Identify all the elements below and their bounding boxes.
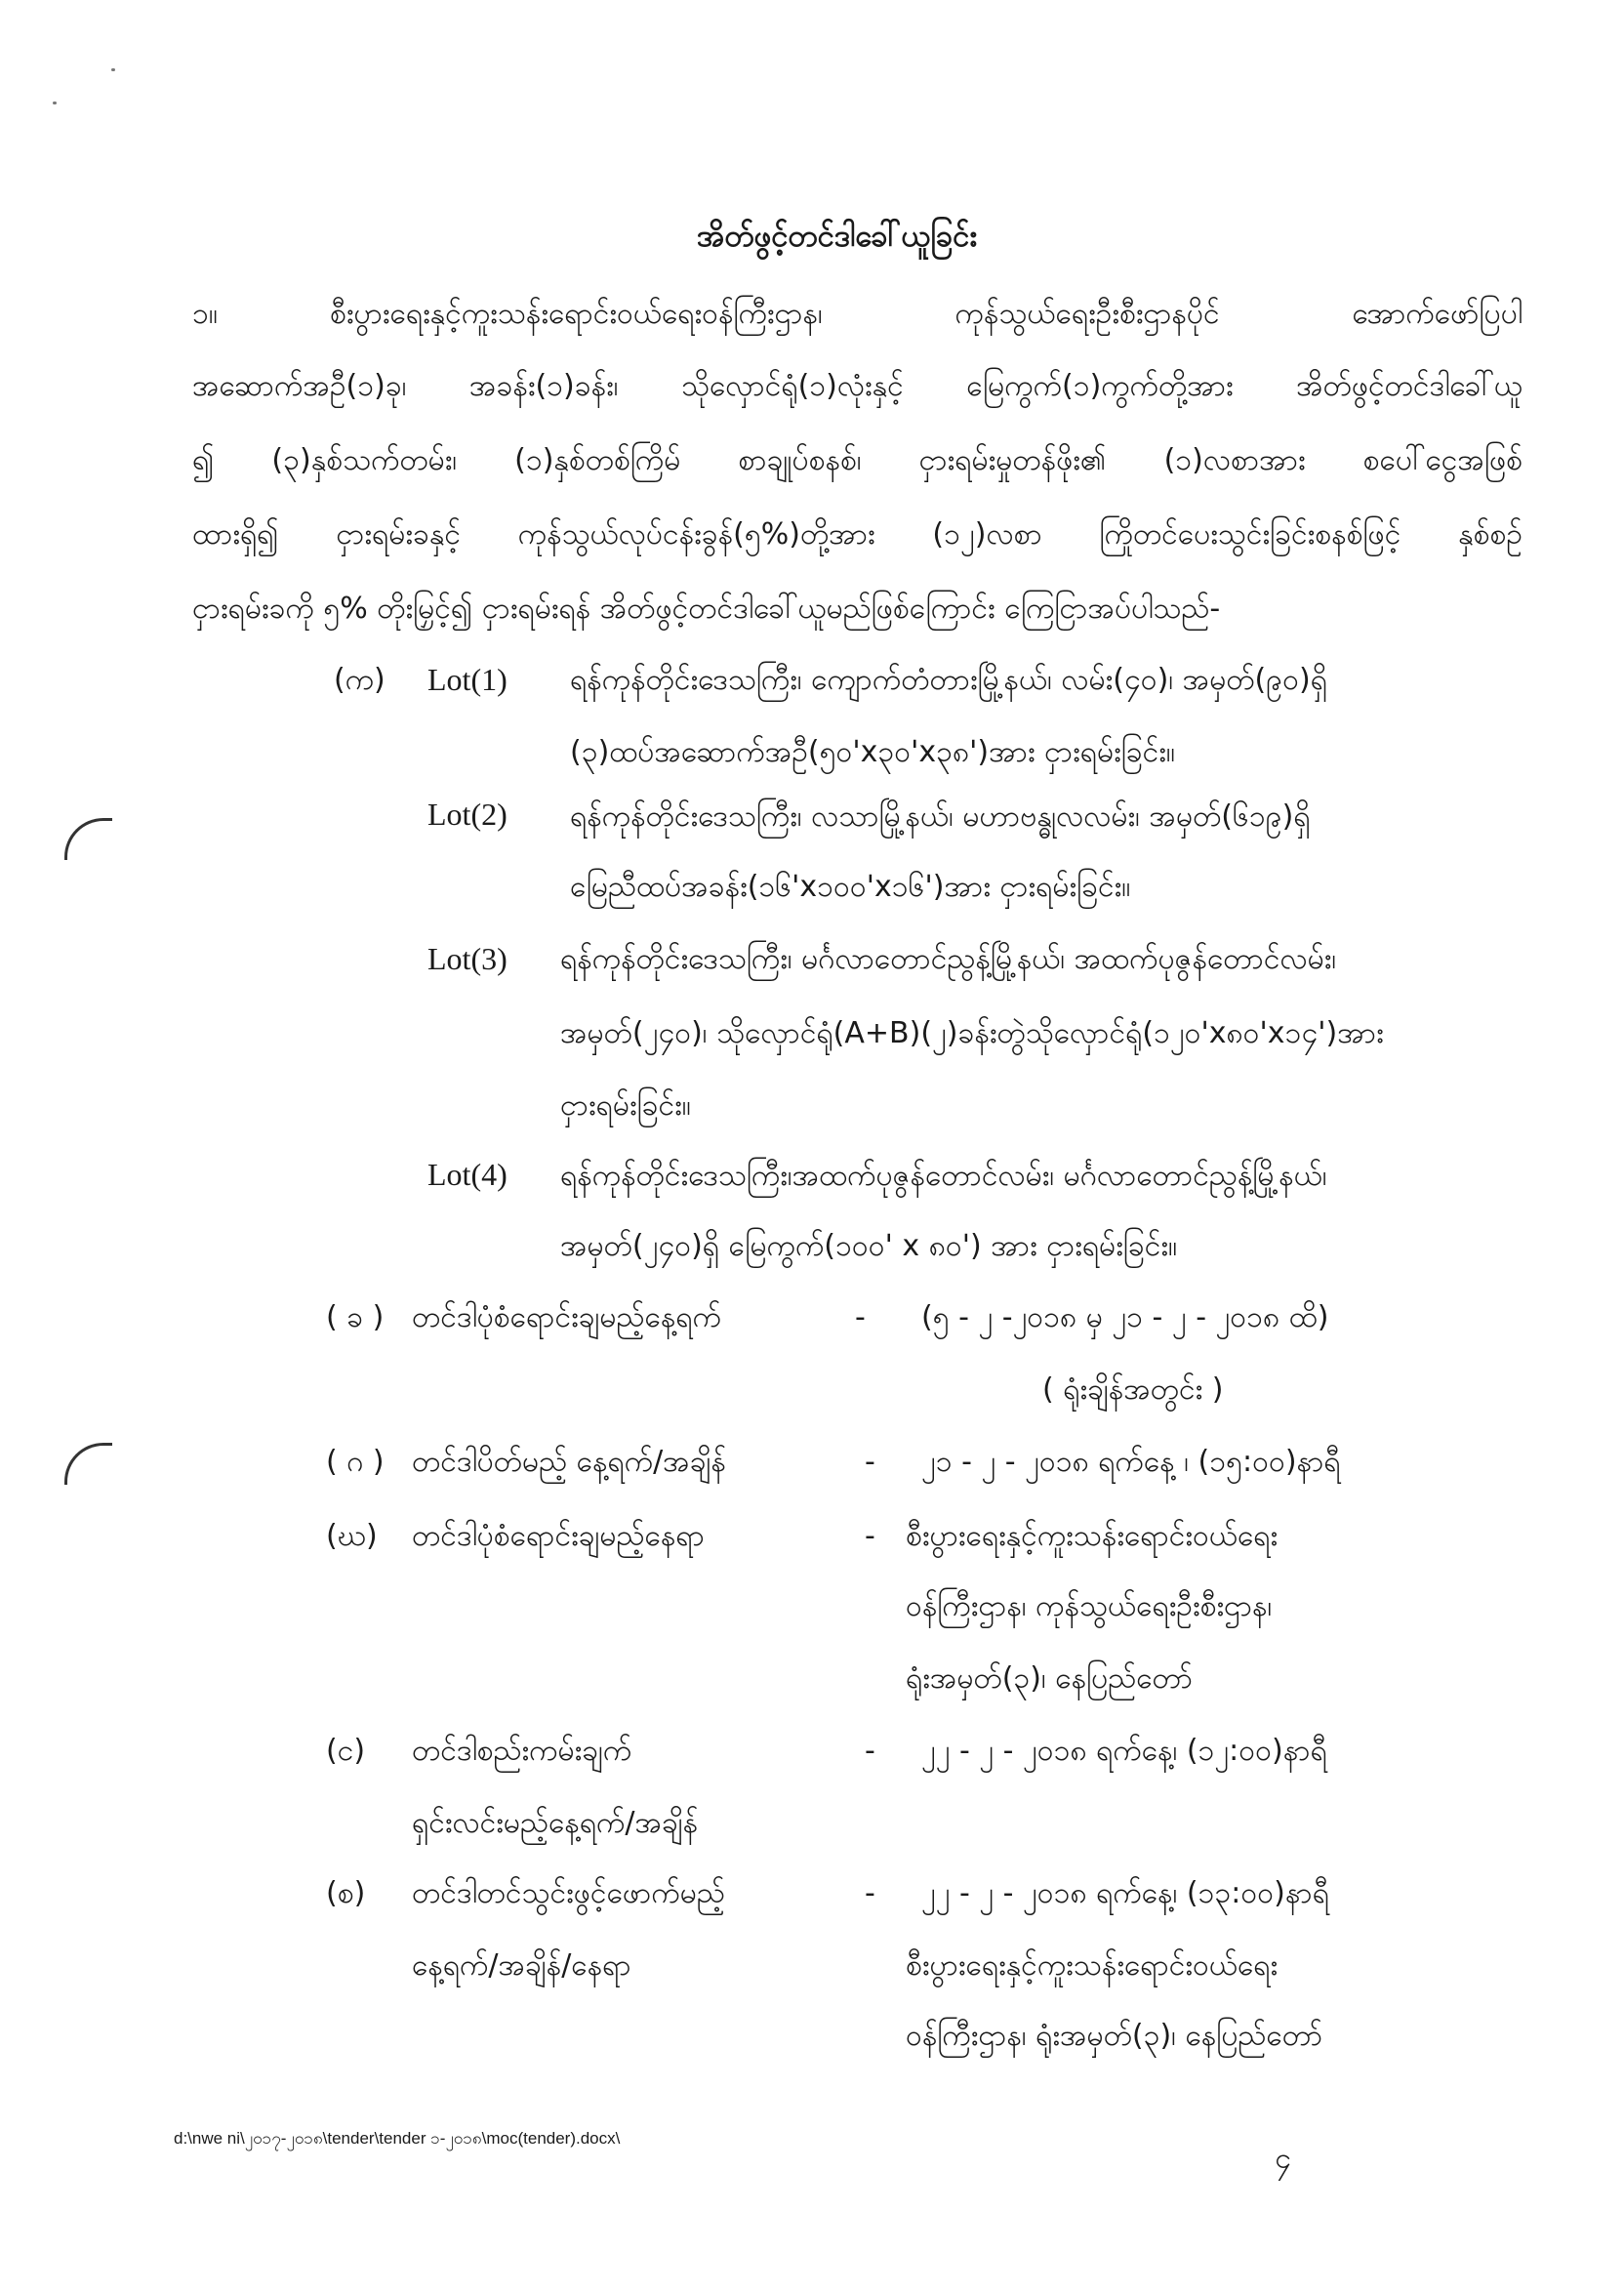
schedule-dash: - xyxy=(865,1519,875,1553)
lot-description-line: အမှတ်(၂၄၀)၊ သိုလှောင်ရုံ(A+B)(၂)ခန်းတွဲသိုလှောင်ရုံ(၁၂၀'x၈၀'x၁၄')အား xyxy=(560,1016,1384,1050)
schedule-value: ၂၂ - ၂ - ၂၀၁၈ ရက်နေ့၊ (၁၃:၀၀)နာရီ xyxy=(921,1876,1329,1910)
footer-file-path: d:\nwe ni\၂၀၁၇-၂၀၁၈\tender\tender ၁-၂၀၁၈\moc(tender).docx\ xyxy=(174,2129,621,2148)
schedule-description: တင်ဒါပုံစံရောင်းချမည့်နေရာ xyxy=(412,1519,705,1553)
lot-label: Lot(1) xyxy=(427,662,508,697)
intro-line: ထားရှိ၍ ငှားရမ်းခနှင့် ကုန်သွယ်လုပ်ငန်းခွန်(၅%)တို့အား (၁၂)လစာ ကြိုတင်ပေးသွင်းခြင်းစနစ်ဖြင့် နှစ်စဉ် xyxy=(192,517,1522,552)
schedule-value: စီးပွားရေးနှင့်ကူးသန်းရောင်းဝယ်ရေး xyxy=(906,1948,1279,1983)
lot-description-line: ငှားရမ်းခြင်း။ xyxy=(560,1088,691,1123)
document-title: အိတ်ဖွင့်တင်ဒါခေါ်ယူခြင်း xyxy=(697,219,978,254)
intro-line: ငှားရမ်းခကို ၅% တိုးမြှင့်၍ ငှားရမ်းရန် အိတ်ဖွင့်တင်ဒါခေါ်ယူမည်ဖြစ်ကြောင်း ကြေငြာအပ်ပါသည်- xyxy=(192,592,1221,626)
schedule-description: တင်ဒါပုံစံရောင်းချမည့်နေ့ရက် xyxy=(412,1300,721,1334)
schedule-dash: - xyxy=(865,1734,875,1768)
item-label-ka: (က) xyxy=(334,663,386,697)
schedule-value: ( ရုံးချိန်အတွင်း ) xyxy=(1042,1372,1224,1407)
schedule-value: ဝန်ကြီးဌာန၊ ကုန်သွယ်ရေးဦးစီးဌာန၊ xyxy=(906,1589,1273,1623)
lot-description-line: ရန်ကုန်တိုင်းဒေသကြီး၊ ကျောက်တံတားမြို့နယ်၊ လမ်း(၄၀)၊ အမှတ်(၉၀)ရှိ xyxy=(570,663,1327,697)
punch-hole-mark xyxy=(64,1443,112,1485)
paragraph-number: ၁။ xyxy=(192,297,218,331)
lot-label: Lot(4) xyxy=(427,1157,508,1192)
lot-description-line: ရန်ကုန်တိုင်းဒေသကြီး၊ မင်္ဂလာတောင်ညွန့်မြို့နယ်၊ အထက်ပုဇွန်တောင်လမ်း၊ xyxy=(560,942,1337,976)
schedule-description: တင်ဒါပိတ်မည့် နေ့ရက်/အချိန် xyxy=(412,1445,726,1479)
lot-description-line: ရန်ကုန်တိုင်းဒေသကြီး၊အထက်ပုဇွန်တောင်လမ်း၊ မင်္ဂလာတောင်ညွန့်မြို့နယ်၊ xyxy=(560,1159,1327,1193)
schedule-value: စီးပွားရေးနှင့်ကူးသန်းရောင်းဝယ်ရေး xyxy=(906,1519,1279,1553)
lot-label: Lot(2) xyxy=(427,797,508,832)
lot-label: Lot(3) xyxy=(427,941,508,976)
schedule-value: ၂၁ - ၂ - ၂၀၁၈ ရက်နေ့ ၊ (၁၅:၀၀)နာရီ xyxy=(921,1445,1341,1479)
schedule-description: တင်ဒါစည်းကမ်းချက် xyxy=(412,1734,632,1768)
schedule-value: (၅ - ၂ -၂၀၁၈ မှ ၂၁ - ၂ - ၂၀၁၈ ထိ) xyxy=(921,1300,1329,1334)
intro-line: ၍ (၃)နှစ်သက်တမ်း၊ (၁)နှစ်တစ်ကြိမ် စာချုပ်စနစ်၊ ငှားရမ်းမှုတန်ဖိုး၏ (၁)လစာအား စပေါ်ငွေအဖြစ် xyxy=(192,443,1522,477)
schedule-description: ရှင်းလင်းမည့်နေ့ရက်/အချိန် xyxy=(412,1806,699,1840)
item-label-sa: (စ) xyxy=(326,1876,366,1910)
scan-speck xyxy=(111,68,115,71)
item-label-gha: (ဃ) xyxy=(326,1519,378,1553)
item-label-ga: ( ဂ ) xyxy=(326,1445,385,1479)
schedule-dash: - xyxy=(865,1445,875,1479)
schedule-description: နေ့ရက်/အချိန်/နေရာ xyxy=(412,1948,631,1983)
lot-description-line: ရန်ကုန်တိုင်းဒေသကြီး၊ လသာမြို့နယ်၊ မဟာဗန္ဓုလလမ်း၊ အမှတ်(၆၁၉)ရှိ xyxy=(570,799,1311,834)
schedule-dash: - xyxy=(855,1300,866,1334)
schedule-description: တင်ဒါတင်သွင်းဖွင့်ဖောက်မည့် xyxy=(412,1876,725,1910)
scan-speck xyxy=(53,102,57,104)
item-label-kha: ( ခ ) xyxy=(326,1300,385,1334)
item-label-nga: (င) xyxy=(326,1734,366,1768)
schedule-value: ဝန်ကြီးဌာန၊ ရုံးအမှတ်(၃)၊ နေပြည်တော် xyxy=(906,2019,1323,2053)
lot-description-line: (၃)ထပ်အဆောက်အဦ(၅၀'x၃၀'x၃၈')အား ငှားရမ်းခြင်း။ xyxy=(570,735,1175,769)
lot-description-line: မြေညီထပ်အခန်း(၁၆'x၁၀၀'x၁၆')အား ငှားရမ်းခြင်း။ xyxy=(570,870,1131,904)
intro-line: အဆောက်အဦ(၁)ခု၊ အခန်း(၁)ခန်း၊ သိုလှောင်ရုံ(၁)လုံးနှင့် မြေကွက်(၁)ကွက်တို့အား အိတ်ဖွင့်တင်ဒါခေါ်ယူ xyxy=(192,369,1522,403)
page-number: ၄ xyxy=(1275,2142,1291,2176)
schedule-dash: - xyxy=(865,1876,875,1910)
schedule-value: ၂၂ - ၂ - ၂၀၁၈ ရက်နေ့၊ (၁၂:၀၀)နာရီ xyxy=(921,1734,1327,1768)
schedule-value: ရုံးအမှတ်(၃)၊ နေပြည်တော် xyxy=(906,1661,1194,1696)
lot-description-line: အမှတ်(၂၄၀)ရှိ မြေကွက်(၁၀၀' x ၈၀') အား ငှားရမ်းခြင်း။ xyxy=(560,1229,1178,1263)
punch-hole-mark xyxy=(64,818,112,860)
intro-line: စီးပွားရေးနှင့်ကူးသန်းရောင်းဝယ်ရေးဝန်ကြီးဌာန၊ ကုန်သွယ်ရေးဦးစီးဌာနပိုင် အောက်ဖော်ပြပါ xyxy=(330,297,1522,331)
